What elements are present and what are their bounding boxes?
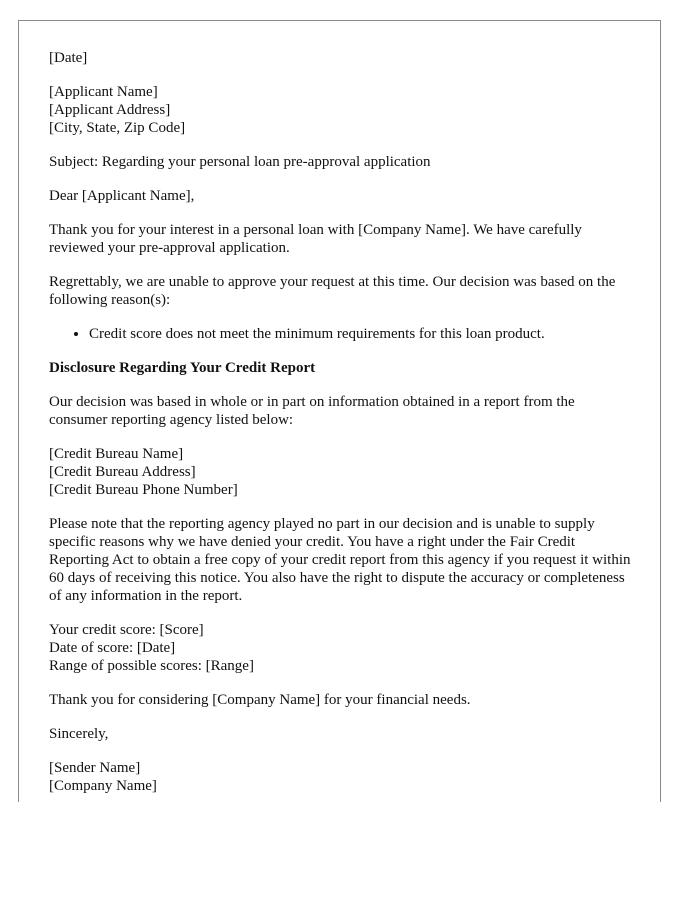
letter-page (18, 20, 661, 802)
applicant-address: [Applicant Address] (49, 102, 171, 118)
letter-subject: Subject: Regarding your personal loan pre-approval application (49, 154, 431, 170)
list-item: • Credit score does not meet the minimum requirements for this loan product. (89, 325, 634, 343)
applicant-address-block (49, 83, 634, 137)
credit-score: Your credit score: [Score] (49, 622, 204, 638)
letter-body (49, 49, 634, 802)
sender-name: [Sender Name] (49, 760, 141, 776)
credit-score-block (49, 621, 634, 675)
credit-bureau-phone: [Credit Bureau Phone Number] (49, 482, 238, 498)
credit-bureau-name: [Credit Bureau Name] (49, 446, 184, 462)
intro-paragraph: Thank you for your interest in a personal loan with [Company Name]. We have carefully reviewed your pre-approval application. (49, 222, 582, 256)
disclosure-heading: Disclosure Regarding Your Credit Report (49, 360, 316, 376)
credit-bureau-address: [Credit Bureau Address] (49, 464, 196, 480)
sender-block (49, 759, 634, 795)
reasons-list (49, 325, 634, 343)
disclosure-paragraph: Our decision was based in whole or in part on information obtained in a report from the consumer reporting agency listed below: (49, 394, 575, 428)
sign-off: Sincerely, (49, 726, 109, 742)
score-range: Range of possible scores: [Range] (49, 658, 254, 674)
letter-date: [Date] (49, 50, 88, 66)
sender-company: [Company Name] (49, 778, 157, 794)
decision-paragraph: Regrettably, we are unable to approve your request at this time. Our decision was based on the following reason(s): (49, 274, 616, 308)
closing-thanks: Thank you for considering [Company Name] for your financial needs. (49, 692, 471, 708)
applicant-city-state-zip: [City, State, Zip Code] (49, 120, 186, 136)
applicant-name: [Applicant Name] (49, 84, 158, 100)
score-date: Date of score: [Date] (49, 640, 176, 656)
rights-notice-paragraph: Please note that the reporting agency played no part in our decision and is unable to supply specific reasons why we have denied your credit. You have a right under the Fair Credit Reporting Act to obtain a free copy of your credit report from this agency if you request it within 60 days of receiving this notice. You also have the right to dispute the accuracy or completeness of any information in the report. (49, 516, 631, 604)
letter-salutation: Dear [Applicant Name], (49, 188, 195, 204)
credit-bureau-block (49, 445, 634, 499)
